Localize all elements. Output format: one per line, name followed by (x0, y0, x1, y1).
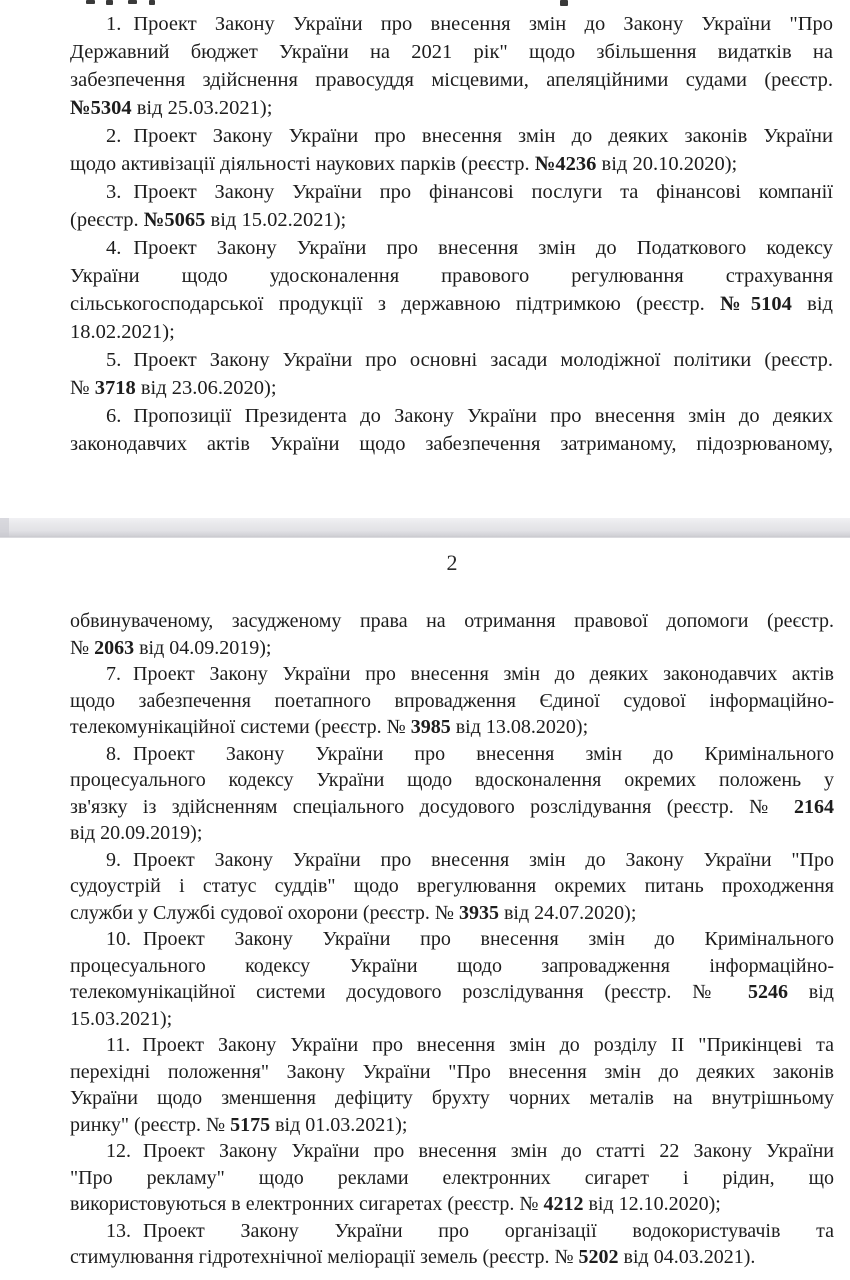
text-line (70, 318, 833, 346)
list-item (70, 926, 834, 1032)
list-item (70, 10, 833, 122)
text-segment: від 04.03.2021). (618, 1246, 756, 1268)
text-line (70, 714, 834, 741)
text-segment: від 13.08.2020); (450, 716, 589, 738)
text-segment: Проект Закону України про внесення змін до Кримінального (143, 928, 834, 950)
text-line (70, 94, 833, 122)
text-line (70, 847, 834, 874)
text-segment: Проект Закону України про внесення змін до розділу II "Прикінцеві та (142, 1034, 834, 1056)
text-segment: Проект Закону України про внесення змін до Податкового кодексу (133, 237, 833, 259)
text-segment: використовуються в електронних сигаретах (реєстр. № (70, 1193, 544, 1215)
text-segment: Проект Закону України про основні засади молодіжної політики (реєстр. (133, 349, 833, 371)
registry-number: 2063 (94, 636, 135, 659)
document-page-1-text (70, 10, 833, 458)
list-item (70, 234, 833, 346)
cropped-line-fragment (128, 0, 137, 4)
document-page-2-text (70, 608, 834, 1271)
text-line (70, 1165, 834, 1192)
text-segment: зв'язку із здійсненням спеціального досудового розслідування (реєстр. № (70, 795, 794, 818)
text-segment: від 23.06.2020); (135, 377, 277, 399)
registry-number: №4236 (534, 153, 597, 175)
text-line (70, 953, 834, 980)
page-separator-left-edge (0, 518, 9, 537)
registry-number: 5246 (747, 981, 788, 1003)
list-item (70, 346, 833, 402)
page-number: 2 (446, 550, 458, 575)
text-line (70, 900, 834, 927)
text-line (70, 262, 833, 290)
text-segment: України щодо зменшення дефіциту брухту чорних металів на внутрішньому (70, 1087, 834, 1109)
text-segment: від 25.03.2021); (131, 97, 273, 119)
text-segment: процесуального кодексу України щодо вдосконалення окремих положень у (70, 769, 834, 791)
text-line (70, 1138, 834, 1165)
item-number: 13. (106, 1219, 131, 1242)
registry-number: №5304 (70, 97, 132, 119)
text-segment: Проект Закону України про організації водокористувачів та (143, 1219, 834, 1242)
list-item (70, 847, 834, 927)
text-line (70, 1059, 834, 1086)
text-segment: від 15.02.2021); (205, 209, 347, 231)
item-number: 5. (106, 349, 122, 371)
text-segment: України щодо удосконалення правового регулювання страхування (70, 265, 833, 287)
text-segment: щодо забезпечення поетапного впровадження Єдиної судової інформаційно- (70, 689, 834, 712)
text-line (70, 1085, 834, 1112)
list-item (70, 608, 834, 661)
cropped-line-fragment (106, 0, 113, 5)
text-line (70, 1244, 834, 1271)
text-segment: сільськогосподарської продукції з державною підтримкою (реєстр. (70, 293, 721, 315)
text-segment: забезпечення здійснення правосуддя місцевими, апеляційними судами (реєстр. (70, 69, 833, 91)
registry-number: 3935 (458, 901, 499, 924)
list-item (70, 1218, 834, 1271)
text-segment: судоустрій і статус суддів" щодо врегулювання окремих питань проходження (70, 875, 834, 897)
text-segment: 15.03.2021); (70, 1007, 173, 1030)
text-line (70, 402, 833, 430)
text-line (70, 1112, 834, 1139)
registry-number: 5202 (578, 1246, 619, 1268)
item-number: 12. (106, 1140, 131, 1162)
text-segment: Проект Закону України про внесення змін до деяких законів України (133, 125, 833, 147)
text-segment: від 04.09.2019); (134, 636, 272, 659)
text-line (70, 430, 833, 458)
text-line (70, 122, 833, 150)
list-item (70, 1032, 834, 1138)
text-line (70, 290, 833, 318)
text-segment: ринку" (реєстр. № (70, 1113, 231, 1136)
registry-number: №5065 (143, 209, 206, 231)
text-line (70, 688, 834, 715)
text-segment: від (791, 293, 833, 315)
text-segment: телекомунікаційної системи досудового розслідування (реєстр. № (70, 981, 748, 1003)
text-segment: від 20.10.2020); (596, 153, 738, 175)
list-item (70, 661, 834, 741)
text-line (70, 374, 833, 402)
registry-number: 3718 (94, 377, 136, 399)
text-segment: Державний бюджет України на 2021 рік" щодо збільшення видатків на (70, 41, 833, 63)
text-segment: процесуального кодексу України щодо запровадження інформаційно- (70, 954, 834, 977)
text-segment: № (70, 377, 95, 399)
text-line (70, 820, 834, 847)
text-line (70, 206, 833, 234)
item-number: 11. (106, 1034, 131, 1056)
text-segment: Проект Закону України про внесення змін до Закону України "Про (133, 848, 834, 871)
page-separator-band (0, 518, 850, 538)
text-line (70, 873, 834, 900)
text-line (70, 1006, 834, 1033)
text-segment: Проект Закону України про внесення змін до Кримінального (133, 742, 834, 765)
text-line (70, 794, 834, 821)
registry-number: 2164 (794, 795, 834, 818)
text-line (70, 234, 833, 262)
list-item (70, 402, 833, 458)
text-segment: обвинуваченому, засудженому права на отримання правової допомоги (реєстр. (70, 610, 834, 632)
list-item (70, 178, 833, 234)
item-number: 9. (106, 848, 121, 871)
text-line (70, 661, 834, 688)
text-line (70, 608, 834, 635)
text-line (70, 1218, 834, 1245)
text-segment: № (70, 636, 95, 659)
text-line (70, 66, 833, 94)
text-segment: "Про рекламу" щодо реклами електронних сигарет і рідин, що (70, 1166, 834, 1189)
cropped-line-fragment (86, 0, 95, 4)
text-segment: Проект Закону України про внесення змін до статті 22 Закону України (143, 1140, 834, 1162)
item-number: 7. (106, 663, 121, 685)
text-segment: від 20.09.2019); (70, 822, 203, 844)
text-segment: служби у Службі судової охорони (реєстр. № (70, 901, 459, 924)
text-line (70, 767, 834, 794)
item-number: 8. (106, 742, 121, 765)
text-line (70, 979, 834, 1006)
text-line (70, 150, 833, 178)
text-segment: від (787, 981, 834, 1003)
item-number: 4. (106, 237, 122, 259)
text-segment: телекомунікаційної системи (реєстр. № (70, 716, 411, 738)
registry-number: №5104 (720, 293, 792, 315)
text-line (70, 1191, 834, 1218)
item-number: 3. (106, 181, 122, 203)
registry-number: 5175 (230, 1113, 271, 1136)
text-segment: Проект Закону України про фінансові послуги та фінансові компанії (133, 181, 833, 203)
registry-number: 3985 (410, 716, 451, 738)
text-line (70, 1032, 834, 1059)
text-segment: (реєстр. (70, 209, 144, 231)
text-segment: від 01.03.2021); (270, 1113, 408, 1136)
text-segment: Проект Закону України про внесення змін до Закону України "Про (133, 13, 833, 35)
text-segment: від 24.07.2020); (498, 901, 637, 924)
text-segment: Пропозиції Президента до Закону України про внесення змін до деяких (133, 405, 833, 427)
text-segment: від 12.10.2020); (583, 1193, 721, 1215)
text-segment: Проект Закону України про внесення змін до деяких законодавчих актів (133, 663, 834, 685)
text-line (70, 178, 833, 206)
text-line (70, 635, 834, 662)
text-segment: стимулювання гідротехнічної меліорації земель (реєстр. № (70, 1246, 579, 1268)
text-line (70, 346, 833, 374)
list-item (70, 1138, 834, 1218)
text-segment: перехідні положення" Закону України "Про внесення змін до деяких законів (70, 1060, 834, 1083)
text-line (70, 741, 834, 768)
text-segment: 18.02.2021); (70, 321, 175, 343)
item-number: 10. (106, 928, 131, 950)
text-segment: законодавчих актів України щодо забезпечення затриманому, підозрюваному, (70, 433, 833, 455)
text-line (70, 10, 833, 38)
cropped-line-fragment (560, 0, 568, 6)
item-number: 1. (106, 13, 122, 35)
cropped-line-fragment (149, 0, 155, 5)
registry-number: 4212 (543, 1193, 584, 1215)
item-number: 6. (106, 405, 122, 427)
list-item (70, 122, 833, 178)
list-item (70, 741, 834, 847)
text-line (70, 38, 833, 66)
item-number: 2. (106, 125, 122, 147)
text-segment: щодо активізації діяльності наукових парків (реєстр. (70, 153, 535, 175)
text-line (70, 926, 834, 953)
